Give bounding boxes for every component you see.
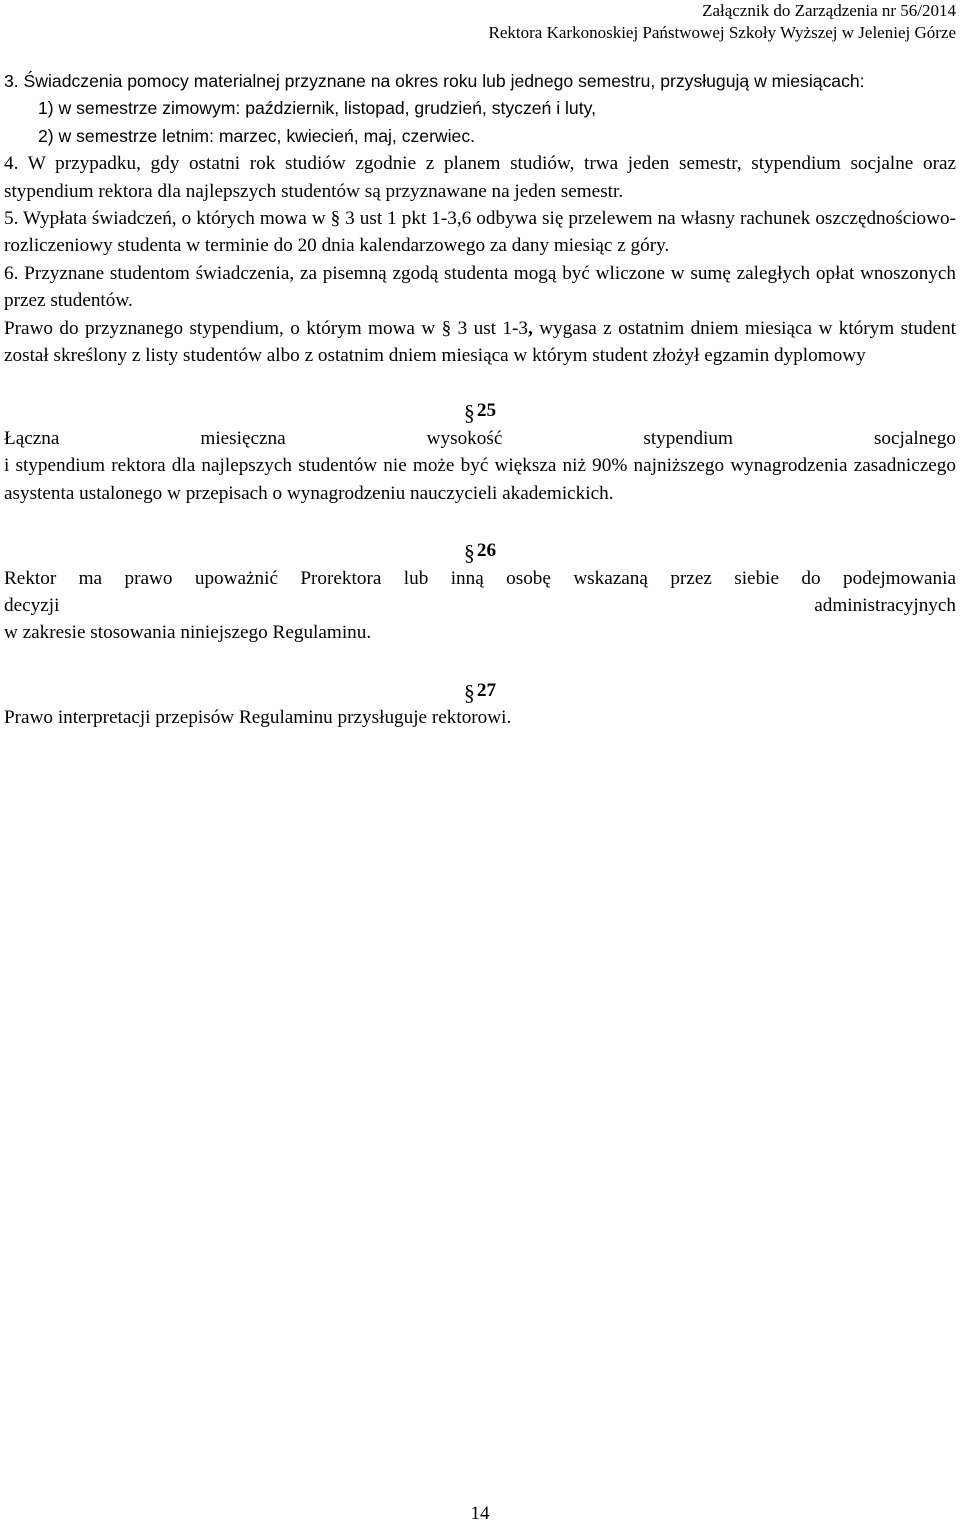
paragraph-prawo-part-a: Prawo do przyznanego stypendium, o którym mowa w § 3 ust 1-3: [4, 317, 528, 339]
paragraph-3-intro: 3. Świadczenia pomocy materialnej przyznane na okres roku lub jednego semestru, przysługują w miesiącach:: [4, 71, 865, 91]
section-25-text: i stypendium rektora dla najlepszych studentów nie może być większa niż 90% najniższego wynagrodzenia zasadniczego asystenta ustalonego w przepisach o wynagrodzeniu nauczycieli akademickich.: [4, 455, 956, 504]
section-26-number: 26: [476, 540, 497, 562]
paragraph-prawo-comma: ,: [528, 317, 533, 339]
section-26-line-3: w zakresie stosowania niniejszego Regulaminu.: [4, 622, 372, 644]
paragraph-5: 5. Wypłata świadczeń, o których mowa w § 3 ust 1 pkt 1-3,6 odbywa się przelewem na własny rachunek oszczędnościowo-rozliczeniowy studenta w terminie do 20 dnia kalendarzowego za dany miesiąc z góry.: [4, 208, 956, 257]
section-26-line-1: Rektor ma prawo upoważnić Prorektora lub inną osobę wskazaną przez siebie do podejmowania: [4, 567, 956, 589]
section-27-text: Prawo interpretacji przepisów Regulaminu przysługuje rektorowi.: [4, 707, 512, 729]
header-line-1: Załącznik do Zarządzenia nr 56/2014: [702, 1, 956, 20]
header-line-2: Rektora Karkonoskiej Państwowej Szkoły Wyższej w Jeleniej Górze: [488, 23, 956, 42]
paragraph-6: 6. Przyznane studentom świadczenia, za pisemną zgodą studenta mogą być wliczone w sumę zaległych opłat wnoszonych przez studentów.: [4, 262, 956, 312]
section-sign-icon: §: [463, 540, 475, 566]
document-header: [489, 0, 956, 44]
paragraph-3-item-2: 2) w semestrze letnim: marzec, kwiecień, maj, czerwiec.: [38, 125, 476, 146]
section-27-number: 27: [476, 679, 497, 701]
section-27-heading: [4, 675, 956, 704]
section-26-heading: [4, 535, 956, 564]
paragraph-prawo: [4, 315, 956, 370]
paragraph-prawo-part-c: wygasa z ostatnim dniem miesiąca w którym student został skreślony z listy studentów albo z ostatnim dniem miesiąca w którym student złożył egzamin dyplomowy: [4, 317, 957, 367]
section-25-number: 25: [476, 400, 497, 422]
section-sign-icon: §: [463, 400, 475, 426]
paragraph-3-item-1: 1) w semestrze zimowym: październik, listopad, grudzień, styczeń i luty,: [38, 98, 596, 119]
document-body: [4, 68, 956, 732]
section-26-line-2: decyzji administracyjnych: [4, 594, 956, 616]
section-sign-icon: §: [463, 679, 475, 705]
page-number: 14: [470, 1503, 490, 1524]
paragraph-4: 4. W przypadku, gdy ostatni rok studiów zgodnie z planem studiów, trwa jeden semestr, stypendium socjalne oraz stypendium rektora dla najlepszych studentów są przyznawane na jeden semestr.: [4, 153, 956, 202]
section-25-line-1: Łączna miesięczna wysokość stypendium socjalnego: [4, 427, 956, 449]
section-25-heading: [4, 395, 956, 424]
